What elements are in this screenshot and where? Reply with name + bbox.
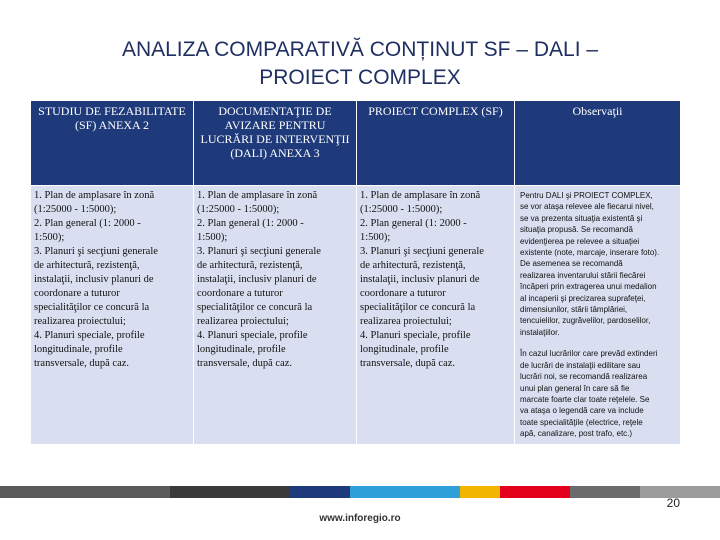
header-obs-line: Observaţii [572, 104, 623, 118]
header-observatii [515, 101, 681, 186]
page-number: 20 [666, 496, 680, 510]
footer-bar-segment [350, 486, 460, 498]
footer-bar-segment [0, 486, 170, 498]
header-sf-line: ANEXA 2 [98, 118, 150, 132]
content-line: instalaţii, inclusiv planuri de [197, 274, 317, 285]
content-line: 1:500); [197, 232, 228, 243]
observation-line: instalaţiilor. [520, 327, 560, 337]
observation-line: încăperi prin extragerea unui medalion [520, 282, 657, 292]
observation-line: marcate foarte clar toate reţelele. Se [520, 394, 650, 404]
header-dali-line: LUCRĂRI DE [200, 132, 273, 146]
observation-line: unui plan general în care să fie [520, 383, 630, 393]
header-dali-line: DOCUMENTAŢIE DE [218, 104, 332, 118]
observation-line: lucrări noi, se recomandă realizarea [520, 372, 648, 382]
content-line: 4. Planuri speciale, profile [360, 330, 471, 341]
header-dali-line: AVIZARE PENTRU [224, 118, 326, 132]
footer-bar-segment [570, 486, 640, 498]
content-line: 2. Plan general (1: 2000 - [34, 218, 141, 229]
content-line: 2. Plan general (1: 2000 - [360, 218, 467, 229]
header-proiect-complex [357, 101, 515, 186]
header-pc-line: (SF) [481, 104, 503, 118]
content-line: realizarea proiectului; [34, 316, 126, 327]
header-sf-line: FEZABILITATE (SF) [74, 104, 186, 132]
observation-paragraph [520, 190, 677, 338]
observation-line: va ataşa o legendă care va include [520, 406, 644, 416]
content-line: (1:25000 - 1:5000); [34, 204, 117, 215]
content-line: transversale, după caz. [197, 358, 293, 369]
content-line: 1:500); [34, 232, 65, 243]
content-line: 1. Plan de amplasare în zonă [360, 190, 481, 201]
content-line: longitudinale, profile [197, 344, 286, 355]
observation-line: se vor ataşa relevee ale fiecarui nivel, [520, 202, 654, 212]
table-row [31, 186, 681, 445]
footer-bar-segment [500, 486, 570, 498]
content-line: specialităţilor ce concură la [197, 302, 313, 313]
content-line: (1:25000 - 1:5000); [197, 204, 280, 215]
content-line: de arhitectură, rezistenţă, [360, 260, 466, 271]
header-sf [31, 101, 194, 186]
content-line: specialităţilor ce concură la [34, 302, 150, 313]
cell-observatii [515, 186, 681, 445]
content-line: coordonare a tuturor [360, 288, 446, 299]
content-line: transversale, după caz. [34, 358, 130, 369]
content-line: de arhitectură, rezistenţă, [34, 260, 140, 271]
observation-line: De asemenea se recomandă [520, 259, 623, 269]
footer-bar-segment [170, 486, 290, 498]
header-sf-line: STUDIU DE [38, 104, 102, 118]
content-line: 1:500); [360, 232, 391, 243]
table-header-row [31, 101, 681, 186]
title-line-2: PROIECT COMPLEX [259, 66, 461, 89]
content-line: specialităţilor ce concură la [360, 302, 476, 313]
header-dali [194, 101, 357, 186]
content-line: transversale, după caz. [360, 358, 456, 369]
observation-paragraph [520, 348, 677, 439]
footer-url[interactable]: www.inforegio.ro [319, 513, 401, 524]
observation-line: toate specialităţile (electrice, reţele [520, 417, 643, 427]
content-line: coordonare a tuturor [197, 288, 283, 299]
content-line: (1:25000 - 1:5000); [360, 204, 443, 215]
footer-bar-segment [460, 486, 500, 498]
title-line-1: ANALIZA COMPARATIVĂ CONȚINUT SF – DALI – [121, 38, 599, 61]
content-line: instalaţii, inclusiv planuri de [34, 274, 154, 285]
observation-line: situaţia propusă. Se recomandă [520, 225, 633, 235]
content-line: 4. Planuri speciale, profile [34, 330, 145, 341]
cell-proiect-complex-content [357, 186, 515, 445]
observation-line: tencuielilor, zugrăvelilor, pardoselilor, [520, 316, 651, 326]
footer-color-bar [0, 486, 720, 498]
content-line: de arhitectură, rezistenţă, [197, 260, 303, 271]
observation-line: realizarea inventarului stării fiecărei [520, 270, 646, 280]
header-pc-line: PROIECT COMPLEX [368, 104, 479, 118]
content-line: 1. Plan de amplasare în zonă [197, 190, 318, 201]
content-line: longitudinale, profile [360, 344, 449, 355]
observation-line: apă, canalizare, post trafo, etc.) [520, 429, 633, 439]
observation-line: existente (note, marcaje, inserare foto). [520, 248, 660, 258]
observation-line: al incaperii şi precizarea suprafeţei, [520, 293, 646, 303]
content-line: 4. Planuri speciale, profile [197, 330, 308, 341]
content-line: coordonare a tuturor [34, 288, 120, 299]
observation-line: de lucrări de instalaţii edilitare sau [520, 360, 641, 370]
cell-dali-content [194, 186, 357, 445]
observation-line: se va prezenta situaţia existentă şi [520, 213, 643, 223]
content-line: 1. Plan de amplasare în zonă [34, 190, 155, 201]
content-line: longitudinale, profile [34, 344, 123, 355]
observation-line: dimensiunilor, stării tâmplăriei, [520, 305, 628, 315]
cell-sf-content [31, 186, 194, 445]
content-line: 3. Planuri şi secţiuni generale [34, 246, 158, 257]
content-line: 3. Planuri şi secţiuni generale [360, 246, 484, 257]
observation-line: evidenţierea pe relevee a situaţiei [520, 236, 640, 246]
observation-line: Pentru DALI şi PROIECT COMPLEX, [520, 191, 653, 200]
content-line: realizarea proiectului; [360, 316, 452, 327]
comparison-table [30, 100, 681, 445]
content-line: 3. Planuri şi secţiuni generale [197, 246, 321, 257]
content-line: realizarea proiectului; [197, 316, 289, 327]
slide-title [40, 36, 680, 92]
content-line: 2. Plan general (1: 2000 - [197, 218, 304, 229]
footer-bar-segment [290, 486, 350, 498]
header-dali-line: INTERVENŢII (DALI) [230, 132, 350, 160]
header-dali-line: ANEXA 3 [269, 146, 320, 160]
content-line: instalaţii, inclusiv planuri de [360, 274, 480, 285]
observation-line: În cazul lucrărilor care prevăd extinderi [520, 349, 658, 359]
